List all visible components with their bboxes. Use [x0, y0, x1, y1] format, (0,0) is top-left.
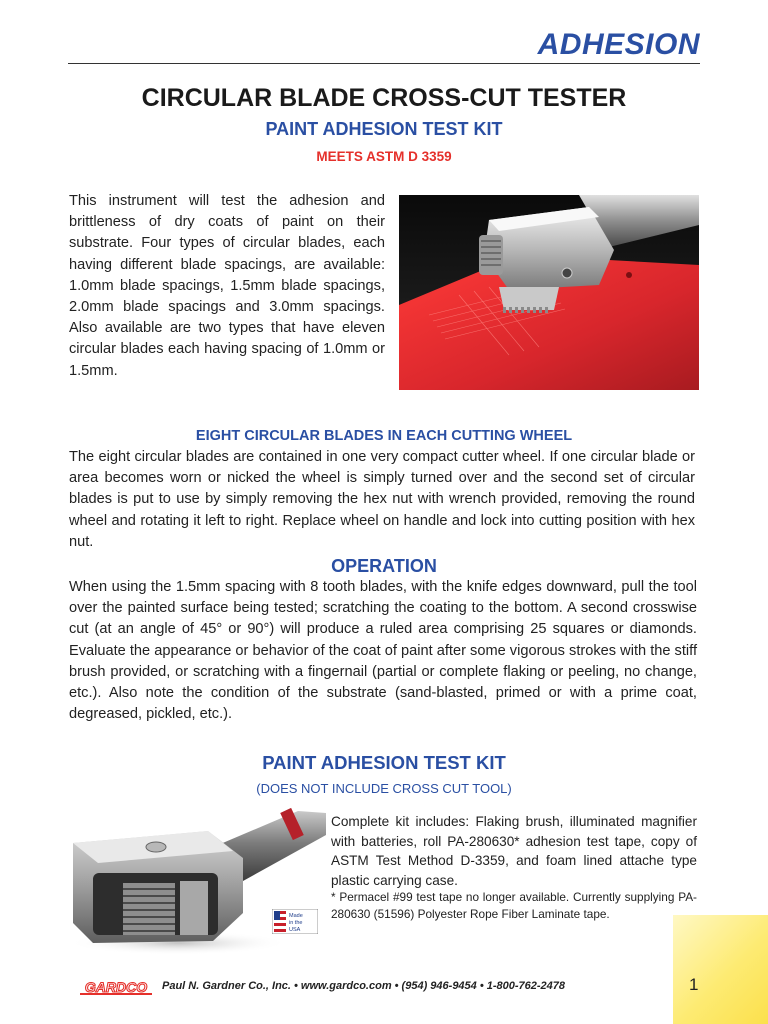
badge-line-3: USA [289, 927, 301, 933]
footer-contact: Paul N. Gardner Co., Inc. • www.gardco.com • (954) 946-9454 • 1-800-762-2478 [162, 980, 566, 992]
header-divider [68, 63, 700, 64]
intro-paragraph: This instrument will test the adhesion and brittleness of dry coats of paint on their substrate. Four types of circular blades, each having different blade spacings, are available: 1.0mm blade spacings, 1.5mm blade spacings, 2.0mm blade spacings and 3.0mm spacings. Also available are two types that have eleven circular blades each having spacing of 1.0mm or 1.5mm. [69, 193, 385, 379]
operation-paragraph: When using the 1.5mm spacing with 8 tooth blades, with the knife edges downward, pull the tool over the painted surface being tested; scratching the coating to the bottom. A second crosswise cut (at an angle of 45° or 90°) will produce a ruled area comprising 25 squares or diamonds. Evaluate the appearance or behavior of the coat of paint after some vigorous strokes with the stiff brush provided, or scratching with a fingernail (partial or complete flaking or peeling, no change, etc.). Also note the condition of the substrate (sand-blasted, primed or with a prime coat, degreased, pickled, etc.). [69, 579, 697, 723]
badge-line-2: in the [289, 920, 303, 926]
cutter-on-panel-photo [399, 195, 699, 390]
tape-footnote: * Permacel #99 test tape no longer available. Currently supplying PA-280630 (51596) Polyester Rope Fiber Laminate tape. [331, 890, 697, 921]
standard-note: MEETS ASTM D 3359 [316, 149, 452, 164]
section-header: ADHESION [537, 28, 700, 61]
kit-heading: PAINT ADHESION TEST KIT [262, 752, 506, 773]
blades-heading: EIGHT CIRCULAR BLADES IN EACH CUTTING WHEEL [195, 428, 573, 444]
gardco-logo-text: GARDCO [84, 979, 148, 995]
badge-line-1: Made [289, 913, 303, 919]
gardco-logo [80, 978, 154, 998]
made-in-usa-badge [272, 909, 318, 934]
corner-decoration [673, 915, 768, 1024]
operation-heading: OPERATION [331, 556, 437, 576]
kit-contents-paragraph: Complete kit includes: Flaking brush, illuminated magnifier with batteries, roll PA-280630* adhesion test tape, copy of ASTM Test Method D-3359, and foam lined attache type plastic carrying case. [331, 814, 697, 888]
page-subtitle: PAINT ADHESION TEST KIT [265, 119, 503, 139]
kit-exclusion-note: (DOES NOT INCLUDE CROSS CUT TOOL) [256, 781, 512, 796]
blades-paragraph: The eight circular blades are contained in one very compact cutter wheel. If one circular blade or area becomes worn or nicked the wheel is simply turned over and the second set of circular blades is put to use by simply removing the hex nut with wrench provided, removing the round wheel and rotating it left to right. Replace wheel on handle and lock into cutting position with hex nut. [69, 449, 695, 550]
page-title: CIRCULAR BLADE CROSS-CUT TESTER [141, 84, 627, 112]
page-number: 1 [689, 975, 699, 994]
